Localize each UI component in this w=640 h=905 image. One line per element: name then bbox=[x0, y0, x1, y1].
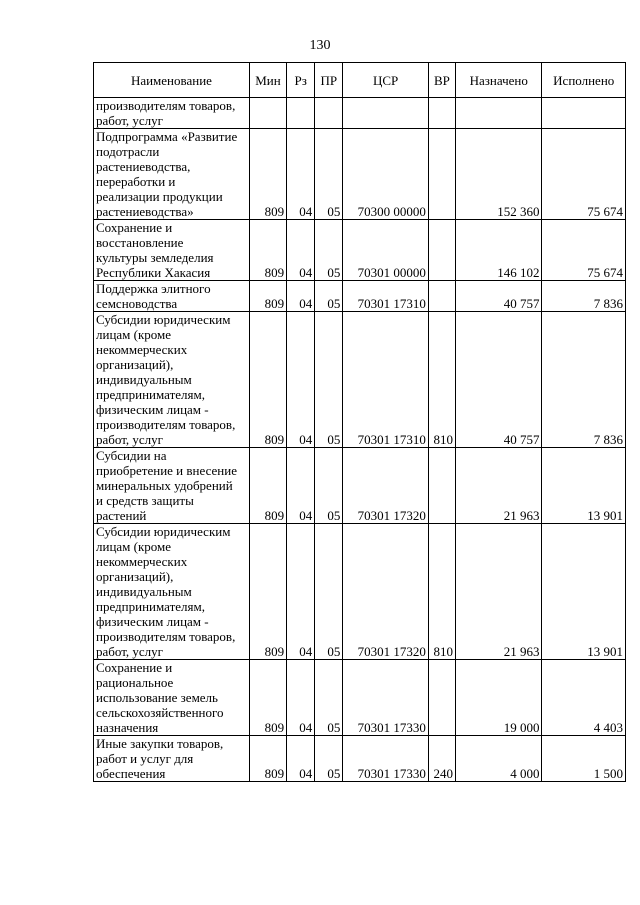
cell-vr bbox=[428, 129, 455, 220]
cell-name: Субсидии на приобретение и внесение минеральных удобрений и средств защиты растений bbox=[94, 448, 250, 524]
cell-min: 809 bbox=[249, 660, 286, 736]
cell-pr: 05 bbox=[315, 660, 343, 736]
cell-name: Сохранение и рациональное использование земель сельскохозяйственного назначения bbox=[94, 660, 250, 736]
table-row bbox=[94, 660, 626, 736]
cell-name: Субсидии юридическим лицам (кроме некоммерческих организаций), индивидуальным предпринимателям, физическим лицам - производителям товаров, работ, услуг bbox=[94, 312, 250, 448]
budget-table bbox=[93, 62, 626, 782]
cell-naznacheno: 146 102 bbox=[456, 220, 542, 281]
cell-ispolneno: 13 901 bbox=[542, 524, 626, 660]
cell-csr: 70301 17320 bbox=[343, 448, 428, 524]
header-csr: ЦСР bbox=[343, 63, 428, 98]
cell-rz: 04 bbox=[287, 524, 315, 660]
cell-vr bbox=[428, 220, 455, 281]
header-ispolneno: Исполнено bbox=[542, 63, 626, 98]
cell-min: 809 bbox=[249, 524, 286, 660]
cell-csr: 70301 17330 bbox=[343, 660, 428, 736]
cell-csr: 70301 17330 bbox=[343, 736, 428, 782]
cell-vr bbox=[428, 448, 455, 524]
cell-min: 809 bbox=[249, 448, 286, 524]
cell-vr bbox=[428, 281, 455, 312]
cell-pr: 05 bbox=[315, 220, 343, 281]
cell-pr: 05 bbox=[315, 281, 343, 312]
cell-ispolneno: 1 500 bbox=[542, 736, 626, 782]
cell-csr: 70301 17310 bbox=[343, 281, 428, 312]
cell-name: Субсидии юридическим лицам (кроме некоммерческих организаций), индивидуальным предпринимателям, физическим лицам - производителям товаров, работ, услуг bbox=[94, 524, 250, 660]
cell-rz: 04 bbox=[287, 281, 315, 312]
cell-vr bbox=[428, 98, 455, 129]
cell-csr: 70301 00000 bbox=[343, 220, 428, 281]
cell-naznacheno: 19 000 bbox=[456, 660, 542, 736]
table-row bbox=[94, 736, 626, 782]
header-pr: ПР bbox=[315, 63, 343, 98]
table-row bbox=[94, 524, 626, 660]
cell-min: 809 bbox=[249, 736, 286, 782]
header-naznacheno: Назначено bbox=[456, 63, 542, 98]
cell-naznacheno: 4 000 bbox=[456, 736, 542, 782]
cell-rz: 04 bbox=[287, 660, 315, 736]
cell-ispolneno: 75 674 bbox=[542, 129, 626, 220]
cell-ispolneno bbox=[542, 98, 626, 129]
cell-min: 809 bbox=[249, 129, 286, 220]
cell-vr: 240 bbox=[428, 736, 455, 782]
cell-rz: 04 bbox=[287, 312, 315, 448]
header-min: Мин bbox=[249, 63, 286, 98]
cell-naznacheno bbox=[456, 98, 542, 129]
cell-rz: 04 bbox=[287, 736, 315, 782]
cell-pr: 05 bbox=[315, 736, 343, 782]
cell-ispolneno: 75 674 bbox=[542, 220, 626, 281]
cell-vr bbox=[428, 660, 455, 736]
cell-naznacheno: 40 757 bbox=[456, 312, 542, 448]
cell-csr: 70301 17310 bbox=[343, 312, 428, 448]
header-vr: ВР bbox=[428, 63, 455, 98]
cell-min: 809 bbox=[249, 281, 286, 312]
cell-ispolneno: 4 403 bbox=[542, 660, 626, 736]
cell-ispolneno: 13 901 bbox=[542, 448, 626, 524]
cell-name: производителям товаров, работ, услуг bbox=[94, 98, 250, 129]
cell-name: Поддержка элитного семсноводства bbox=[94, 281, 250, 312]
cell-rz bbox=[287, 98, 315, 129]
table-header-row bbox=[94, 63, 626, 98]
header-rz: Рз bbox=[287, 63, 315, 98]
cell-csr: 70300 00000 bbox=[343, 129, 428, 220]
cell-min: 809 bbox=[249, 220, 286, 281]
table-row bbox=[94, 448, 626, 524]
cell-rz: 04 bbox=[287, 129, 315, 220]
cell-ispolneno: 7 836 bbox=[542, 281, 626, 312]
table-row bbox=[94, 281, 626, 312]
cell-naznacheno: 40 757 bbox=[456, 281, 542, 312]
table-row bbox=[94, 98, 626, 129]
cell-name: Подпрограмма «Развитие подотрасли растениеводства, переработки и реализации продукции растениеводства» bbox=[94, 129, 250, 220]
table-row bbox=[94, 129, 626, 220]
cell-rz: 04 bbox=[287, 448, 315, 524]
cell-csr bbox=[343, 98, 428, 129]
cell-pr: 05 bbox=[315, 524, 343, 660]
cell-naznacheno: 21 963 bbox=[456, 448, 542, 524]
cell-pr bbox=[315, 98, 343, 129]
cell-vr: 810 bbox=[428, 312, 455, 448]
cell-naznacheno: 152 360 bbox=[456, 129, 542, 220]
cell-rz: 04 bbox=[287, 220, 315, 281]
cell-naznacheno: 21 963 bbox=[456, 524, 542, 660]
cell-name: Иные закупки товаров, работ и услуг для обеспечения bbox=[94, 736, 250, 782]
table-row bbox=[94, 220, 626, 281]
table-row bbox=[94, 312, 626, 448]
cell-min bbox=[249, 98, 286, 129]
cell-pr: 05 bbox=[315, 448, 343, 524]
header-name: Наименование bbox=[94, 63, 250, 98]
cell-csr: 70301 17320 bbox=[343, 524, 428, 660]
cell-min: 809 bbox=[249, 312, 286, 448]
cell-pr: 05 bbox=[315, 129, 343, 220]
cell-vr: 810 bbox=[428, 524, 455, 660]
cell-name: Сохранение и восстановление культуры земледелия Республики Хакасия bbox=[94, 220, 250, 281]
page-number: 130 bbox=[309, 38, 331, 53]
cell-ispolneno: 7 836 bbox=[542, 312, 626, 448]
cell-pr: 05 bbox=[315, 312, 343, 448]
